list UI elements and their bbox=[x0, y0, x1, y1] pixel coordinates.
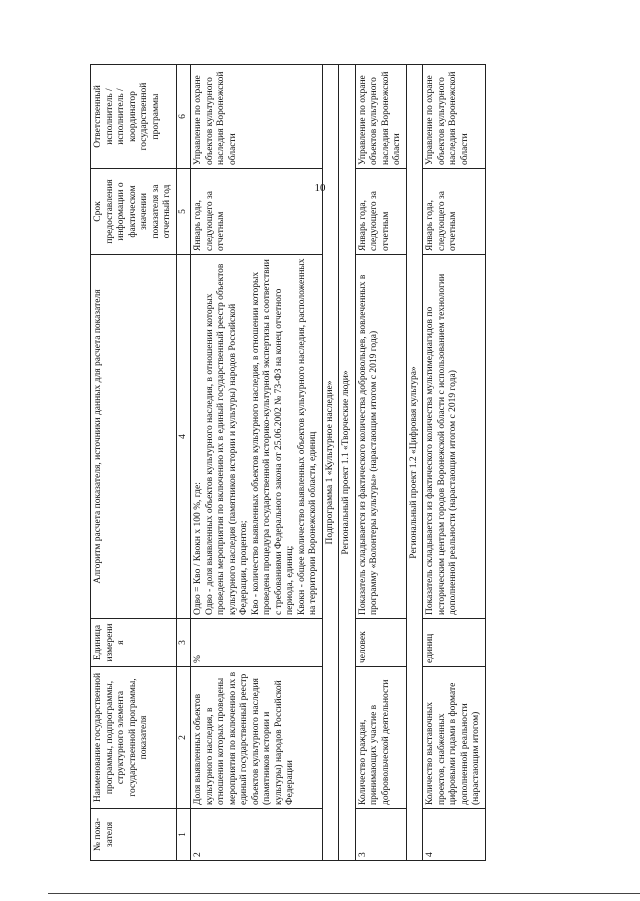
subprogram-title: Подпрограмма 1 «Культурное наследие» bbox=[322, 65, 339, 861]
column-number: 6 bbox=[176, 65, 191, 169]
indicator-name: Количество граждан, принимающих участие в добровольческой деятельности bbox=[355, 667, 406, 809]
table-row bbox=[191, 65, 323, 861]
indicator-responsible: Управление по охране объектов культурного наследия Воронежской области bbox=[355, 65, 406, 169]
column-number: 4 bbox=[176, 255, 191, 619]
indicator-name: Доля выявленных объектов культурного наследия, в отношении которых проведены мероприятия по включению их в единый государственный реестр объектов культурного наследия (памятников истории и культуры) народов Российской Федерации bbox=[191, 667, 323, 809]
indicator-unit: человек bbox=[355, 619, 406, 667]
column-number: 3 bbox=[176, 619, 191, 667]
algorithm-line: Одво = Кво / Квокн х 100 %, где: bbox=[193, 482, 203, 615]
header-deadline: Срок предоставления информации о фактическом значении показателя за отчетный год bbox=[91, 169, 177, 255]
section-row bbox=[322, 65, 339, 861]
header-unit: Единица измерения bbox=[91, 619, 177, 667]
algorithm-line: Одво - доля выявленных объектов культурного наследия, в отношении которых проведены мероприятия по включению их в единый государственный реестр объектов культурного наследия (памятников истории и культуры) народов Российской Федерации, процентов; bbox=[204, 263, 249, 615]
column-number-row bbox=[176, 65, 191, 861]
column-number: 5 bbox=[176, 169, 191, 255]
indicator-number: 2 bbox=[191, 809, 323, 861]
regional-project-title: Региональный проект 1.1 «Творческие люди» bbox=[339, 65, 356, 861]
algorithm-line: Показатель складывается из фактического количества мультимедиагидов по историческим центрам городов Воронежской области с использованием технологии дополненной реальности (нарастающим итогом с 2019 года) bbox=[425, 273, 458, 615]
indicator-responsible: Управление по охране объектов культурного наследия Воронежской области bbox=[191, 65, 323, 169]
header-indicator-name: Наименование государственной программы, подпрограммы, структурного элемента государственной программы, показателя bbox=[91, 667, 177, 809]
indicator-algorithm bbox=[191, 255, 323, 619]
regional-project-title: Региональный проект 1.2 «Цифровая культура» bbox=[406, 65, 423, 861]
indicator-deadline: Январь года, следующего за отчетным bbox=[423, 169, 486, 255]
indicator-deadline: Январь года, следующего за отчетным bbox=[355, 169, 406, 255]
column-number: 1 bbox=[176, 809, 191, 861]
indicator-unit: единиц bbox=[423, 619, 486, 667]
table-row bbox=[423, 65, 486, 861]
page-bottom-rule bbox=[48, 893, 640, 894]
algorithm-line: Кво - количество выявленных объектов культурного наследия, в отношении которых проведена процедура государственной историко-культурной экспертизы в соответствии с требованиями Федерального закона от 25.06.2002 № 73-ФЗ на конец отчетного периода, единиц; bbox=[250, 259, 295, 615]
indicator-deadline: Январь года, следующего за отчетным bbox=[191, 169, 323, 255]
indicator-algorithm bbox=[355, 255, 406, 619]
indicator-responsible: Управление по охране объектов культурного наследия Воронежской области bbox=[423, 65, 486, 169]
indicator-unit: % bbox=[191, 619, 323, 667]
header-algorithm: Алгоритм расчета показателя, источники данных для расчета показателя bbox=[91, 255, 177, 619]
table-row bbox=[355, 65, 406, 861]
algorithm-line: Показатель складывается из фактического количества добровольцев, вовлеченных в программу «Волонтеры культуры» (нарастающим итогом с 2019 года) bbox=[357, 274, 379, 615]
section-row bbox=[339, 65, 356, 861]
header-responsible: Ответственный исполнитель / исполнитель / координатор государственной программы bbox=[91, 65, 177, 169]
page-number: 10 bbox=[314, 182, 326, 194]
column-number: 2 bbox=[176, 667, 191, 809]
header-indicator-number: № пока-зателя bbox=[91, 809, 177, 861]
algorithm-line: Квокн - общее количество выявленных объектов культурного наследия, расположенных на территории Воронежской области, единиц bbox=[296, 258, 318, 615]
indicator-table-rotated bbox=[90, 65, 630, 861]
indicator-name: Количество выставочных проектов, снабженных цифровыми гидами в формате дополненной реальности (нарастающим итогом) bbox=[423, 667, 486, 809]
indicator-algorithm bbox=[423, 255, 486, 619]
indicator-table bbox=[90, 64, 486, 861]
indicator-number: 4 bbox=[423, 809, 486, 861]
section-row bbox=[406, 65, 423, 861]
table-header-row bbox=[91, 65, 177, 861]
indicator-number: 3 bbox=[355, 809, 406, 861]
